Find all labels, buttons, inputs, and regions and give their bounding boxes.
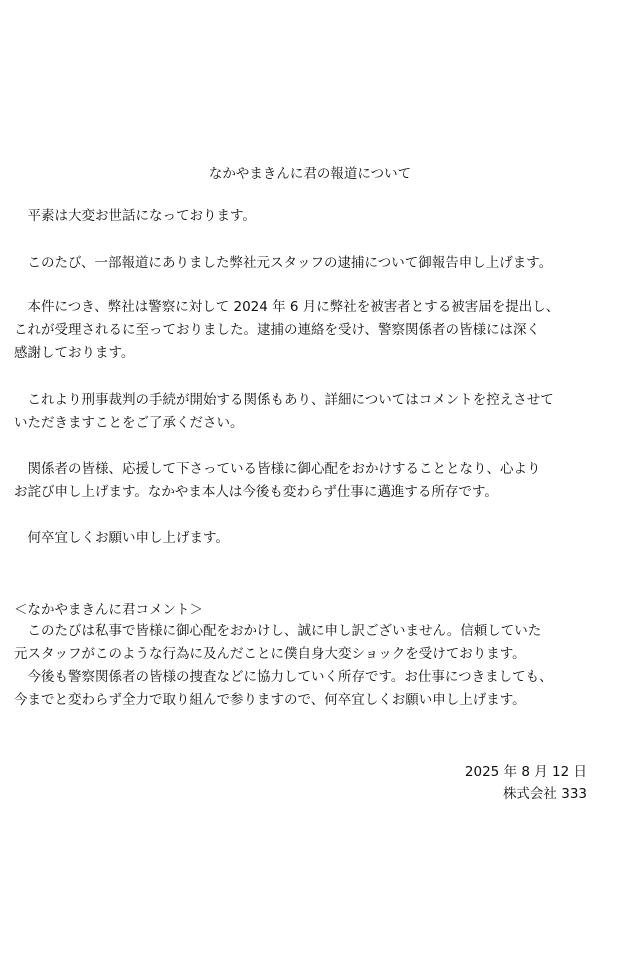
document-date: 2025 年 8 月 12 日 xyxy=(464,764,587,780)
paragraph-line: お詫び申し上げます。なかやま本人は今後も変わらず仕事に邁進する所存です。 xyxy=(14,484,498,500)
paragraph-line: 関係者の皆様、応援して下さっている皆様に御心配をおかけすることとなり、心より xyxy=(14,461,541,477)
comment-line: 今後も警察関係者の皆様の捜査などに協力していく所存です。お仕事につきましても、 xyxy=(14,669,553,685)
comment-heading: ＜なかやまきんに君コメント＞ xyxy=(14,602,203,618)
paragraph-line: これが受理されるに至っておりました。逮捕の連絡を受け、警察関係者の皆様には深く xyxy=(14,322,540,338)
paragraph-line: 感謝しております。 xyxy=(14,345,135,361)
paragraph-closing xyxy=(14,527,610,550)
document-title: なかやまきんに君の報道について xyxy=(208,166,412,182)
paragraph-line: これより刑事裁判の手続が開始する関係もあり、詳細についてはコメントを控えさせて xyxy=(14,392,554,408)
comment-body xyxy=(14,620,610,712)
comment-line: 元スタッフがこのような行為に及んだことに僕自身大変ショックを受けております。 xyxy=(14,646,526,662)
comment-line: このたびは私事で皆様に御心配をおかけし、誠に申し訳ございません。信頼していた xyxy=(14,623,542,639)
paragraph-line: 何卒宜しくお願い申し上げます。 xyxy=(14,530,229,546)
paragraph-line: 本件につき、弊社は警察に対して 2024 年 6 月に弊社を被害者とする被害届を提出し、 xyxy=(14,299,560,315)
paragraph-line: いただきますことをご了承ください。 xyxy=(14,415,244,431)
paragraph-greeting xyxy=(14,205,610,228)
paragraph-police xyxy=(14,296,610,365)
paragraph-trial xyxy=(14,389,610,435)
company-name: 株式会社 333 xyxy=(502,786,587,802)
comment-line: 今までと変わらず全力で取り組んで参りますので、何卒宜しくお願い申し上げます。 xyxy=(14,692,526,708)
paragraph-line: このたび、一部報道にありました弊社元スタッフの逮捕について御報告申し上げます。 xyxy=(14,255,553,271)
paragraph-line: 平素は大変お世話になっております。 xyxy=(14,208,256,224)
paragraph-report xyxy=(14,252,610,275)
paragraph-apology xyxy=(14,458,610,504)
